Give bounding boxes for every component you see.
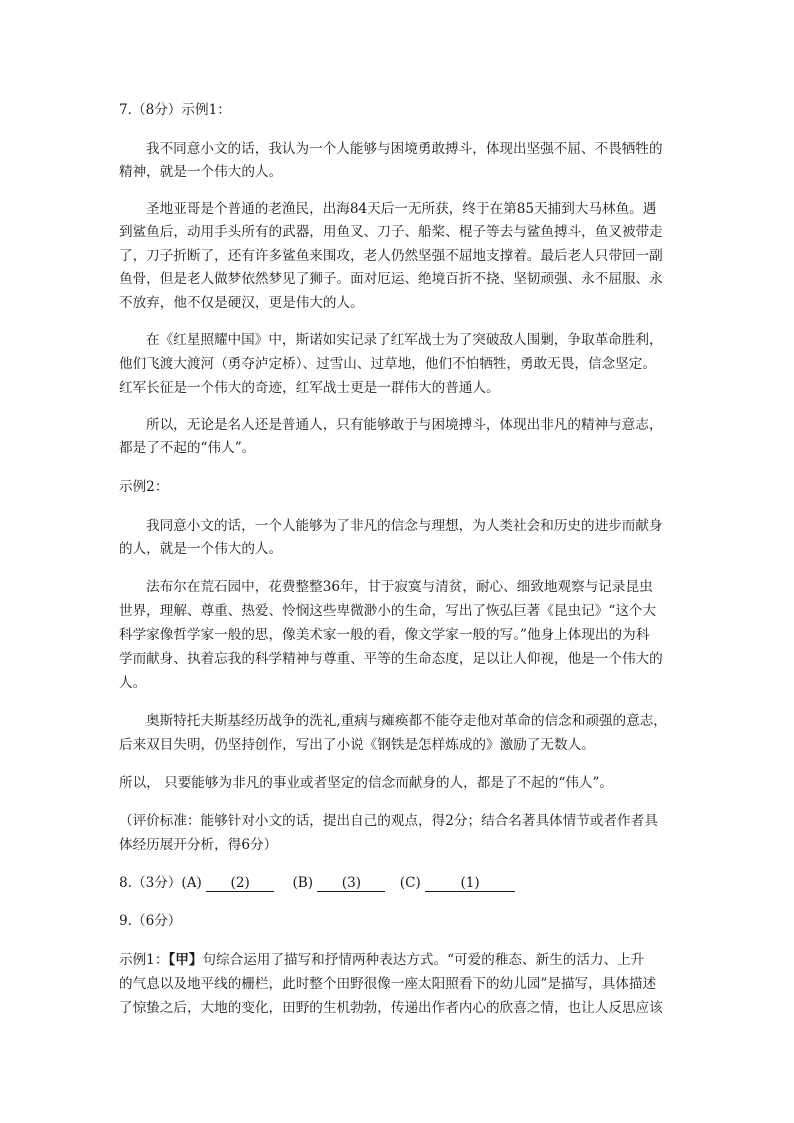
e1-p4-line: 所以，无论是名人还是普通人，只有能够敢于与困境搏斗，体现出非凡的精神与意志， <box>146 417 663 433</box>
e1-p2-line: 到鲨鱼后，动用手头所有的武器，用鱼叉、刀子、船桨、棍子等去与鲨鱼搏斗，鱼叉被带走 <box>119 224 663 240</box>
q9-ex1-first-rest: 句综合运用了描写和抒情两种表达方式。“可爱的稚态、新生的活力、上升 <box>202 952 645 968</box>
e1-p2-line: 鱼骨，但是老人做梦依然梦见了狮子。面对厄运、绝境百折不挠、坚韧顽强、永不屈服、永 <box>119 271 663 287</box>
q9-ex1-line <box>119 950 689 970</box>
e2-p2-line: 学而献身、执着忘我的科学精神与尊重、平等的生命态度，足以让人仰视，他是一个伟大的 <box>119 651 663 667</box>
q9-ex1-line: 了惊蛰之后，大地的变化，田野的生机勃勃，传递出作者内心的欣喜之情，也让人反思应该 <box>119 1000 663 1016</box>
example2-heading: 示例2： <box>119 479 169 495</box>
q9-ex1-lead: 示例1： <box>119 952 169 968</box>
e1-p1-line: 精神，就是一个伟大的人。 <box>119 164 283 180</box>
e2-p1-line: 的人，就是一个伟大的人。 <box>119 541 283 557</box>
criteria-line: 体经历展开分析，得6分） <box>119 837 278 853</box>
e1-p4-line: 都是了不起的“伟人”。 <box>119 440 256 456</box>
e1-p2-line: 圣地亚哥是个普通的老渔民，出海84天后一无所获，终于在第85天捕到大马林鱼。遇 <box>146 201 657 217</box>
e2-p3-line: 后来双目失明，仍坚持创作，写出了小说《钢铁是怎样炼成的》激励了无数人。 <box>119 737 595 753</box>
criteria-line: （评价标准：能够针对小文的话，提出自己的观点，得2分；结合名著具体情节或者作者具 <box>119 813 658 829</box>
q8-answer-row <box>119 873 689 893</box>
e2-p1-line: 我同意小文的话，一个人能够为了非凡的信念与理想，为人类社会和历史的进步而献身 <box>146 518 663 534</box>
e1-p2-line: 不放弃，他不仅是硬汉，更是伟大的人。 <box>119 295 364 311</box>
q8-heading: 8.（3分） <box>119 875 182 891</box>
q8-a-label: (A) <box>181 875 202 891</box>
q9-ex1-mark: 【甲】 <box>168 952 203 968</box>
e1-p2-line: 了，刀子折断了，还有许多鲨鱼来围攻，老人仍然坚强不屈地支撑着。最后老人只带回一副 <box>119 248 663 264</box>
e2-p3-line: 奥斯特托夫斯基经历战争的洗礼,重病与瘫痪都不能夺走他对革命的信念和顽强的意志， <box>146 713 667 729</box>
e1-p3-line: 红军长征是一个伟大的奇迹，红军战士更是一群伟大的普通人。 <box>119 380 500 396</box>
q8-c-answer: (1) <box>425 875 515 892</box>
e1-p3-line: 他们飞渡大渡河（勇夺泸定桥）、过雪山、过草地，他们不怕牺牲，勇敢无畏，信念坚定。 <box>119 356 656 372</box>
e2-conclusion: 所以， 只要能够为非凡的事业或者坚定的信念而献身的人，都是了不起的“伟人”。 <box>119 775 613 791</box>
e2-p2-line: 世界，理解、尊重、热爱、怜悯这些卑微渺小的生命，写出了恢弘巨著《昆虫记》“这个大 <box>119 603 657 619</box>
q7-heading: 7.（8分）示例1： <box>119 102 231 118</box>
q8-c-label: (C) <box>399 875 421 891</box>
q9-heading: 9.（6分） <box>119 913 182 929</box>
q9-ex1-line: 的气息以及地平线的栅栏，此时整个田野很像一座太阳照看下的幼儿园”是描写，具体描述 <box>119 976 657 992</box>
q8-a-answer: (2) <box>206 875 274 892</box>
e2-p2-line: 人。 <box>119 675 147 691</box>
e2-p2-line: 法布尔在荒石园中，花费整整36年，甘于寂寞与清贫，耐心、细致地观察与记录昆虫 <box>146 579 653 595</box>
q8-b-label: (B) <box>292 875 314 891</box>
e2-p2-line: 科学家像哲学家一般的思，像美术家一般的看，像文学家一般的写。”他身上体现出的为科 <box>119 627 650 643</box>
q8-b-answer: (3) <box>317 875 385 892</box>
e1-p3-line: 在《红星照耀中国》中，斯诺如实记录了红军战士为了突破敌人围剿，争取革命胜利， <box>146 332 663 348</box>
e1-p1-line: 我不同意小文的话，我认为一个人能够与困境勇敢搏斗，体现出坚强不屈、不畏牺牲的 <box>146 141 663 157</box>
